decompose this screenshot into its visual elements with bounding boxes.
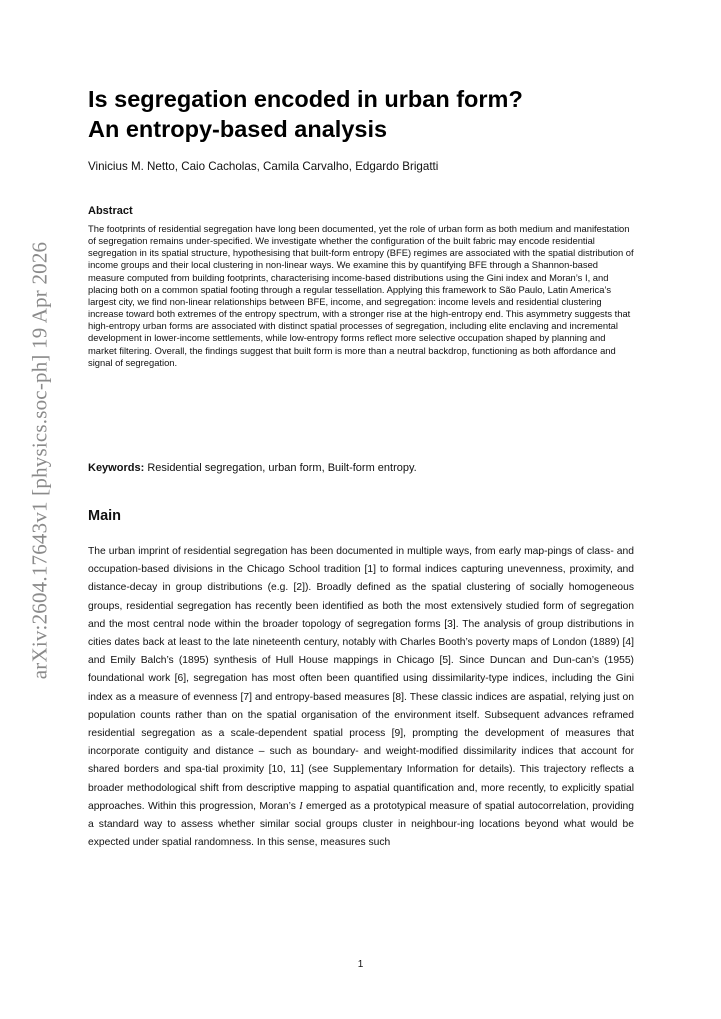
page-number: 1: [357, 959, 364, 970]
body-paragraph: [88, 543, 634, 852]
morans-i-variable: I: [299, 800, 303, 812]
body-text-part-1: The urban imprint of residential segregation has been documented in multiple ways, from early map-pings of class- and occupation-based divisions in the Chicago School tradition [1] to formal indices capturing unevenness, proximity, and distance-decay in group distributions (e.g. [2]). Broadly defined as the spatial clustering of socially homogeneous groups, residential segregation has recently been identified as both the most extensively studied form of segregation and the most central node within the broader topology of segregation forms [3]. The analysis of group distributions in cities dates back at least to the late nineteenth century, notably with Charles Booth’s poverty maps of London (1889) [4] and Emily Balch’s (1895) synthesis of Hull House mappings in Chicago [5]. Since Duncan and Dun-can’s (1955) foundational work [6], segregation has most often been quantified using dissimilarity-type indices, including the Gini index as a measure of evenness [7] and entropy-based measures [8]. These classic indices are aspatial, relying just on population counts rather than on the spatial organisation of the environment itself. Subsequent advances reframed residential segregation as a scale-dependent spatial process [9], prompting the development of measures that incorporate contiguity and distance – such as boundary- and weight-modified dissimilarity indices that account for shared borders and spa-tial proximity [10, 11] (see Supplementary Information for details). This trajectory reflects a broader methodological shift from descriptive mapping to aspatial quantification and, more recently, to explicitly spatial approaches. Within this progression, Moran’s: [88, 546, 634, 812]
keywords-label: Keywords:: [88, 462, 145, 474]
main-body-text: [88, 543, 634, 852]
paper-title: [88, 84, 648, 144]
arxiv-identifier-text: arXiv:2604.17643v1 [physics.soc-ph] 19 Apr 2026: [27, 241, 52, 679]
section-heading-main: Main: [88, 508, 122, 524]
keywords-text: Residential segregation, urban form, Built-form entropy.: [147, 462, 417, 474]
author-list: Vinicius M. Netto, Caio Cacholas, Camila Carvalho, Edgardo Brigatti: [88, 160, 439, 173]
title-line-1: Is segregation encoded in urban form?: [88, 86, 523, 112]
abstract-text: The footprints of residential segregation have long been documented, yet the role of urban form as both medium and manifestation of segregation remains under-specified. We investigate whether the configuration of the built fabric may encode residential segregation in its spatial structure, hypothesising that built-form entropy (BFE) regimes are associated with the spatial distribution of income groups and their local clustering in non-linear ways. We examine this by quantifying BFE through a Shannon-based measure computed from building footprints, characterising income-based distributions using the Gini index and Moran’s I, and placing both on a common spatial footing through a regular tessellation. Applying this framework to São Paulo, Latin America’s largest city, we find non-linear relationships between BFE, income, and segregation: income levels and residential clustering increase toward both extremes of the entropy spectrum, with a stronger rise at the high-entropy end. This asymmetry suggests that high-entropy urban forms are associated with distinct spatial processes of segregation, including elite enclaving and incremental development in lower-income settlements, while low-entropy forms reflect more selective occupation shaped by planning and market filtering. Overall, the findings suggest that built form is more than a neutral backdrop, functioning as both affordance and signal of segregation.: [88, 223, 634, 368]
abstract-heading: Abstract: [88, 205, 133, 217]
keywords-line: [88, 462, 417, 474]
arxiv-identifier: [18, 190, 62, 730]
title-line-2: An entropy-based analysis: [88, 116, 388, 142]
abstract-section: [88, 205, 636, 369]
body-text-part-2: emerged as a prototypical measure of spatial autocorrelation, providing a standard way to assess whether similar social groups cluster in neighbour-ing locations beyond what would be expected under spatial randomness. In this sense, measures such: [88, 800, 634, 849]
